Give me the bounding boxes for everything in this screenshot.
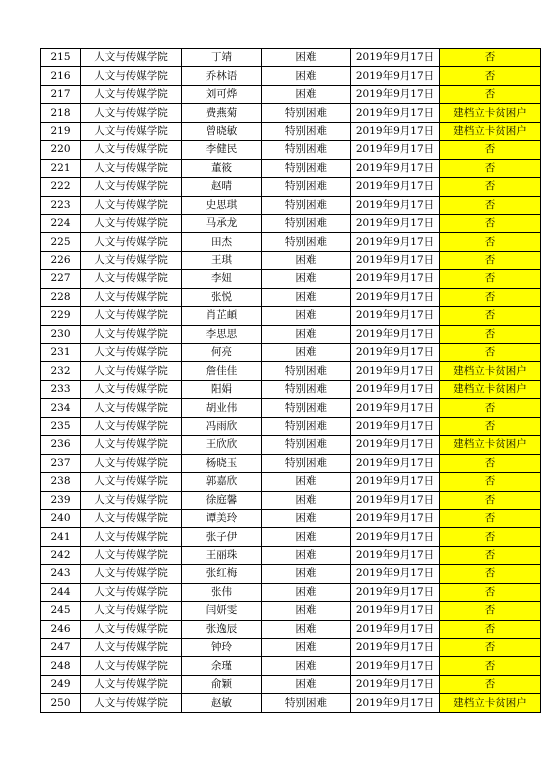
table-row — [41, 509, 541, 527]
date-cell: 2019年9月17日 — [351, 122, 440, 140]
student-name-cell: 郭嘉欣 — [182, 473, 262, 491]
row-number-cell: 217 — [41, 85, 81, 103]
table-row — [41, 657, 541, 675]
college-cell: 人文与传媒学院 — [81, 122, 182, 140]
student-name-cell: 马承龙 — [182, 214, 262, 232]
date-cell: 2019年9月17日 — [351, 491, 440, 509]
table-row — [41, 417, 541, 435]
row-number-cell: 235 — [41, 417, 81, 435]
student-name-cell: 张红梅 — [182, 565, 262, 583]
college-cell: 人文与传媒学院 — [81, 639, 182, 657]
student-name-cell: 丁靖 — [182, 49, 262, 67]
row-number-cell: 232 — [41, 362, 81, 380]
date-cell: 2019年9月17日 — [351, 417, 440, 435]
row-number-cell: 249 — [41, 675, 81, 693]
row-number-cell: 238 — [41, 473, 81, 491]
poverty-status-cell: 否 — [440, 307, 541, 325]
college-cell: 人文与传媒学院 — [81, 583, 182, 601]
college-cell: 人文与传媒学院 — [81, 307, 182, 325]
table-row — [41, 362, 541, 380]
row-number-cell: 242 — [41, 546, 81, 564]
college-cell: 人文与传媒学院 — [81, 49, 182, 67]
date-cell: 2019年9月17日 — [351, 49, 440, 67]
row-number-cell: 228 — [41, 288, 81, 306]
difficulty-level-cell: 困难 — [262, 344, 351, 362]
date-cell: 2019年9月17日 — [351, 141, 440, 159]
difficulty-level-cell: 困难 — [262, 251, 351, 269]
poverty-status-cell: 否 — [440, 454, 541, 472]
table-row — [41, 436, 541, 454]
row-number-cell: 246 — [41, 620, 81, 638]
college-cell: 人文与传媒学院 — [81, 473, 182, 491]
college-cell: 人文与传媒学院 — [81, 214, 182, 232]
poverty-status-cell: 否 — [440, 657, 541, 675]
row-number-cell: 245 — [41, 602, 81, 620]
table-row — [41, 528, 541, 546]
row-number-cell: 220 — [41, 141, 81, 159]
difficulty-level-cell: 困难 — [262, 270, 351, 288]
date-cell: 2019年9月17日 — [351, 657, 440, 675]
table-row — [41, 270, 541, 288]
poverty-status-cell: 否 — [440, 67, 541, 85]
difficulty-level-cell: 困难 — [262, 325, 351, 343]
difficulty-level-cell: 困难 — [262, 85, 351, 103]
date-cell: 2019年9月17日 — [351, 344, 440, 362]
difficulty-level-cell: 特别困难 — [262, 159, 351, 177]
student-name-cell: 赵晴 — [182, 178, 262, 196]
poverty-status-cell: 否 — [440, 675, 541, 693]
date-cell: 2019年9月17日 — [351, 270, 440, 288]
table-row — [41, 639, 541, 657]
table-row — [41, 214, 541, 232]
poverty-status-cell: 否 — [440, 399, 541, 417]
difficulty-level-cell: 特别困难 — [262, 233, 351, 251]
college-cell: 人文与传媒学院 — [81, 325, 182, 343]
row-number-cell: 226 — [41, 251, 81, 269]
poverty-status-cell: 否 — [440, 491, 541, 509]
difficulty-level-cell: 困难 — [262, 491, 351, 509]
poverty-status-cell: 否 — [440, 85, 541, 103]
row-number-cell: 247 — [41, 639, 81, 657]
table-row — [41, 675, 541, 693]
student-name-cell: 胡业伟 — [182, 399, 262, 417]
date-cell: 2019年9月17日 — [351, 546, 440, 564]
date-cell: 2019年9月17日 — [351, 565, 440, 583]
row-number-cell: 223 — [41, 196, 81, 214]
poverty-status-cell: 否 — [440, 178, 541, 196]
row-number-cell: 244 — [41, 583, 81, 601]
difficulty-level-cell: 困难 — [262, 49, 351, 67]
table-row — [41, 583, 541, 601]
row-number-cell: 229 — [41, 307, 81, 325]
poverty-status-cell: 否 — [440, 473, 541, 491]
difficulty-level-cell: 困难 — [262, 528, 351, 546]
student-name-cell: 张逸辰 — [182, 620, 262, 638]
difficulty-level-cell: 困难 — [262, 639, 351, 657]
poverty-status-cell: 否 — [440, 344, 541, 362]
row-number-cell: 227 — [41, 270, 81, 288]
student-name-cell: 杨晓玉 — [182, 454, 262, 472]
row-number-cell: 240 — [41, 509, 81, 527]
student-name-cell: 何亮 — [182, 344, 262, 362]
date-cell: 2019年9月17日 — [351, 399, 440, 417]
student-name-cell: 张悦 — [182, 288, 262, 306]
date-cell: 2019年9月17日 — [351, 196, 440, 214]
date-cell: 2019年9月17日 — [351, 214, 440, 232]
difficulty-level-cell: 特别困难 — [262, 196, 351, 214]
difficulty-level-cell: 困难 — [262, 509, 351, 527]
date-cell: 2019年9月17日 — [351, 675, 440, 693]
college-cell: 人文与传媒学院 — [81, 362, 182, 380]
difficulty-level-cell: 困难 — [262, 288, 351, 306]
row-number-cell: 224 — [41, 214, 81, 232]
student-name-cell: 李思思 — [182, 325, 262, 343]
date-cell: 2019年9月17日 — [351, 178, 440, 196]
student-name-cell: 肖芷頔 — [182, 307, 262, 325]
student-name-cell: 冯雨欣 — [182, 417, 262, 435]
table-body — [41, 49, 541, 713]
college-cell: 人文与传媒学院 — [81, 233, 182, 251]
table-row — [41, 122, 541, 140]
table-row — [41, 565, 541, 583]
college-cell: 人文与传媒学院 — [81, 104, 182, 122]
date-cell: 2019年9月17日 — [351, 602, 440, 620]
row-number-cell: 233 — [41, 380, 81, 398]
poverty-status-cell: 建档立卡贫困户 — [440, 122, 541, 140]
table-row — [41, 602, 541, 620]
college-cell: 人文与传媒学院 — [81, 491, 182, 509]
college-cell: 人文与传媒学院 — [81, 602, 182, 620]
date-cell: 2019年9月17日 — [351, 509, 440, 527]
table-row — [41, 491, 541, 509]
student-name-cell: 李健民 — [182, 141, 262, 159]
date-cell: 2019年9月17日 — [351, 325, 440, 343]
table-row — [41, 49, 541, 67]
table-row — [41, 141, 541, 159]
row-number-cell: 239 — [41, 491, 81, 509]
difficulty-level-cell: 特别困难 — [262, 178, 351, 196]
date-cell: 2019年9月17日 — [351, 362, 440, 380]
student-name-cell: 俞颖 — [182, 675, 262, 693]
row-number-cell: 237 — [41, 454, 81, 472]
row-number-cell: 230 — [41, 325, 81, 343]
college-cell: 人文与传媒学院 — [81, 344, 182, 362]
poverty-status-cell: 否 — [440, 288, 541, 306]
row-number-cell: 221 — [41, 159, 81, 177]
difficulty-level-cell: 特别困难 — [262, 122, 351, 140]
difficulty-level-cell: 特别困难 — [262, 362, 351, 380]
table-row — [41, 233, 541, 251]
college-cell: 人文与传媒学院 — [81, 380, 182, 398]
row-number-cell: 225 — [41, 233, 81, 251]
student-name-cell: 李妞 — [182, 270, 262, 288]
poverty-status-cell: 否 — [440, 639, 541, 657]
poverty-status-cell: 否 — [440, 509, 541, 527]
student-name-cell: 詹佳佳 — [182, 362, 262, 380]
date-cell: 2019年9月17日 — [351, 583, 440, 601]
date-cell: 2019年9月17日 — [351, 67, 440, 85]
table-row — [41, 694, 541, 712]
date-cell: 2019年9月17日 — [351, 159, 440, 177]
date-cell: 2019年9月17日 — [351, 251, 440, 269]
poverty-status-cell: 建档立卡贫困户 — [440, 104, 541, 122]
college-cell: 人文与传媒学院 — [81, 657, 182, 675]
date-cell: 2019年9月17日 — [351, 528, 440, 546]
student-name-cell: 阳娟 — [182, 380, 262, 398]
table-row — [41, 67, 541, 85]
row-number-cell: 218 — [41, 104, 81, 122]
student-name-cell: 余瑾 — [182, 657, 262, 675]
student-name-cell: 史思琪 — [182, 196, 262, 214]
table-row — [41, 380, 541, 398]
table-row — [41, 178, 541, 196]
poverty-status-cell: 否 — [440, 620, 541, 638]
date-cell: 2019年9月17日 — [351, 436, 440, 454]
poverty-status-cell: 否 — [440, 417, 541, 435]
table-row — [41, 454, 541, 472]
college-cell: 人文与传媒学院 — [81, 251, 182, 269]
table-row — [41, 251, 541, 269]
difficulty-level-cell: 困难 — [262, 657, 351, 675]
date-cell: 2019年9月17日 — [351, 473, 440, 491]
difficulty-level-cell: 困难 — [262, 546, 351, 564]
poverty-status-cell: 否 — [440, 196, 541, 214]
difficulty-level-cell: 特别困难 — [262, 399, 351, 417]
college-cell: 人文与传媒学院 — [81, 454, 182, 472]
poverty-status-cell: 否 — [440, 325, 541, 343]
row-number-cell: 231 — [41, 344, 81, 362]
student-name-cell: 闫妍雯 — [182, 602, 262, 620]
poverty-status-cell: 否 — [440, 214, 541, 232]
table-row — [41, 288, 541, 306]
date-cell: 2019年9月17日 — [351, 85, 440, 103]
date-cell: 2019年9月17日 — [351, 104, 440, 122]
row-number-cell: 222 — [41, 178, 81, 196]
college-cell: 人文与传媒学院 — [81, 399, 182, 417]
date-cell: 2019年9月17日 — [351, 639, 440, 657]
table-row — [41, 104, 541, 122]
row-number-cell: 236 — [41, 436, 81, 454]
college-cell: 人文与传媒学院 — [81, 546, 182, 564]
poverty-status-cell: 否 — [440, 602, 541, 620]
college-cell: 人文与传媒学院 — [81, 509, 182, 527]
poverty-status-cell: 否 — [440, 141, 541, 159]
college-cell: 人文与传媒学院 — [81, 436, 182, 454]
date-cell: 2019年9月17日 — [351, 288, 440, 306]
student-name-cell: 谭美玲 — [182, 509, 262, 527]
difficulty-level-cell: 特别困难 — [262, 454, 351, 472]
difficulty-level-cell: 特别困难 — [262, 214, 351, 232]
date-cell: 2019年9月17日 — [351, 694, 440, 712]
college-cell: 人文与传媒学院 — [81, 159, 182, 177]
student-name-cell: 张伟 — [182, 583, 262, 601]
college-cell: 人文与传媒学院 — [81, 528, 182, 546]
college-cell: 人文与传媒学院 — [81, 565, 182, 583]
table-row — [41, 325, 541, 343]
difficulty-level-cell: 困难 — [262, 67, 351, 85]
table-row — [41, 159, 541, 177]
poverty-status-cell: 建档立卡贫困户 — [440, 694, 541, 712]
student-name-cell: 刘可烨 — [182, 85, 262, 103]
table-row — [41, 307, 541, 325]
difficulty-level-cell: 特别困难 — [262, 104, 351, 122]
table-row — [41, 399, 541, 417]
poverty-status-cell: 否 — [440, 565, 541, 583]
student-name-cell: 费燕菊 — [182, 104, 262, 122]
table-row — [41, 344, 541, 362]
row-number-cell: 241 — [41, 528, 81, 546]
student-name-cell: 张子伊 — [182, 528, 262, 546]
student-name-cell: 曾晓敏 — [182, 122, 262, 140]
table-row — [41, 85, 541, 103]
difficulty-level-cell: 特别困难 — [262, 380, 351, 398]
difficulty-level-cell: 特别困难 — [262, 417, 351, 435]
college-cell: 人文与传媒学院 — [81, 288, 182, 306]
college-cell: 人文与传媒学院 — [81, 417, 182, 435]
difficulty-level-cell: 困难 — [262, 565, 351, 583]
difficulty-level-cell: 特别困难 — [262, 141, 351, 159]
poverty-status-cell: 否 — [440, 270, 541, 288]
row-number-cell: 219 — [41, 122, 81, 140]
row-number-cell: 215 — [41, 49, 81, 67]
difficulty-level-cell: 特别困难 — [262, 436, 351, 454]
poverty-status-cell: 否 — [440, 49, 541, 67]
student-name-cell: 王琪 — [182, 251, 262, 269]
college-cell: 人文与传媒学院 — [81, 196, 182, 214]
date-cell: 2019年9月17日 — [351, 307, 440, 325]
difficulty-level-cell: 困难 — [262, 473, 351, 491]
college-cell: 人文与传媒学院 — [81, 620, 182, 638]
student-name-cell: 王欣欣 — [182, 436, 262, 454]
table-row — [41, 473, 541, 491]
difficulty-level-cell: 特别困难 — [262, 694, 351, 712]
college-cell: 人文与传媒学院 — [81, 694, 182, 712]
row-number-cell: 216 — [41, 67, 81, 85]
difficulty-level-cell: 困难 — [262, 307, 351, 325]
student-aid-table — [40, 48, 541, 713]
poverty-status-cell: 否 — [440, 528, 541, 546]
poverty-status-cell: 否 — [440, 546, 541, 564]
table-row — [41, 196, 541, 214]
row-number-cell: 234 — [41, 399, 81, 417]
table-row — [41, 620, 541, 638]
poverty-status-cell: 建档立卡贫困户 — [440, 362, 541, 380]
poverty-status-cell: 否 — [440, 233, 541, 251]
student-name-cell: 乔林语 — [182, 67, 262, 85]
student-name-cell: 赵敏 — [182, 694, 262, 712]
row-number-cell: 250 — [41, 694, 81, 712]
date-cell: 2019年9月17日 — [351, 620, 440, 638]
difficulty-level-cell: 困难 — [262, 620, 351, 638]
college-cell: 人文与传媒学院 — [81, 141, 182, 159]
student-name-cell: 钟玲 — [182, 639, 262, 657]
poverty-status-cell: 建档立卡贫困户 — [440, 436, 541, 454]
poverty-status-cell: 否 — [440, 251, 541, 269]
date-cell: 2019年9月17日 — [351, 454, 440, 472]
poverty-status-cell: 否 — [440, 159, 541, 177]
date-cell: 2019年9月17日 — [351, 233, 440, 251]
college-cell: 人文与传媒学院 — [81, 270, 182, 288]
difficulty-level-cell: 困难 — [262, 583, 351, 601]
difficulty-level-cell: 困难 — [262, 602, 351, 620]
college-cell: 人文与传媒学院 — [81, 675, 182, 693]
college-cell: 人文与传媒学院 — [81, 85, 182, 103]
row-number-cell: 243 — [41, 565, 81, 583]
student-name-cell: 徐庭馨 — [182, 491, 262, 509]
poverty-status-cell: 建档立卡贫困户 — [440, 380, 541, 398]
student-name-cell: 董筱 — [182, 159, 262, 177]
date-cell: 2019年9月17日 — [351, 380, 440, 398]
student-name-cell: 田杰 — [182, 233, 262, 251]
college-cell: 人文与传媒学院 — [81, 67, 182, 85]
table-row — [41, 546, 541, 564]
difficulty-level-cell: 困难 — [262, 675, 351, 693]
poverty-status-cell: 否 — [440, 583, 541, 601]
row-number-cell: 248 — [41, 657, 81, 675]
student-name-cell: 王丽珠 — [182, 546, 262, 564]
college-cell: 人文与传媒学院 — [81, 178, 182, 196]
